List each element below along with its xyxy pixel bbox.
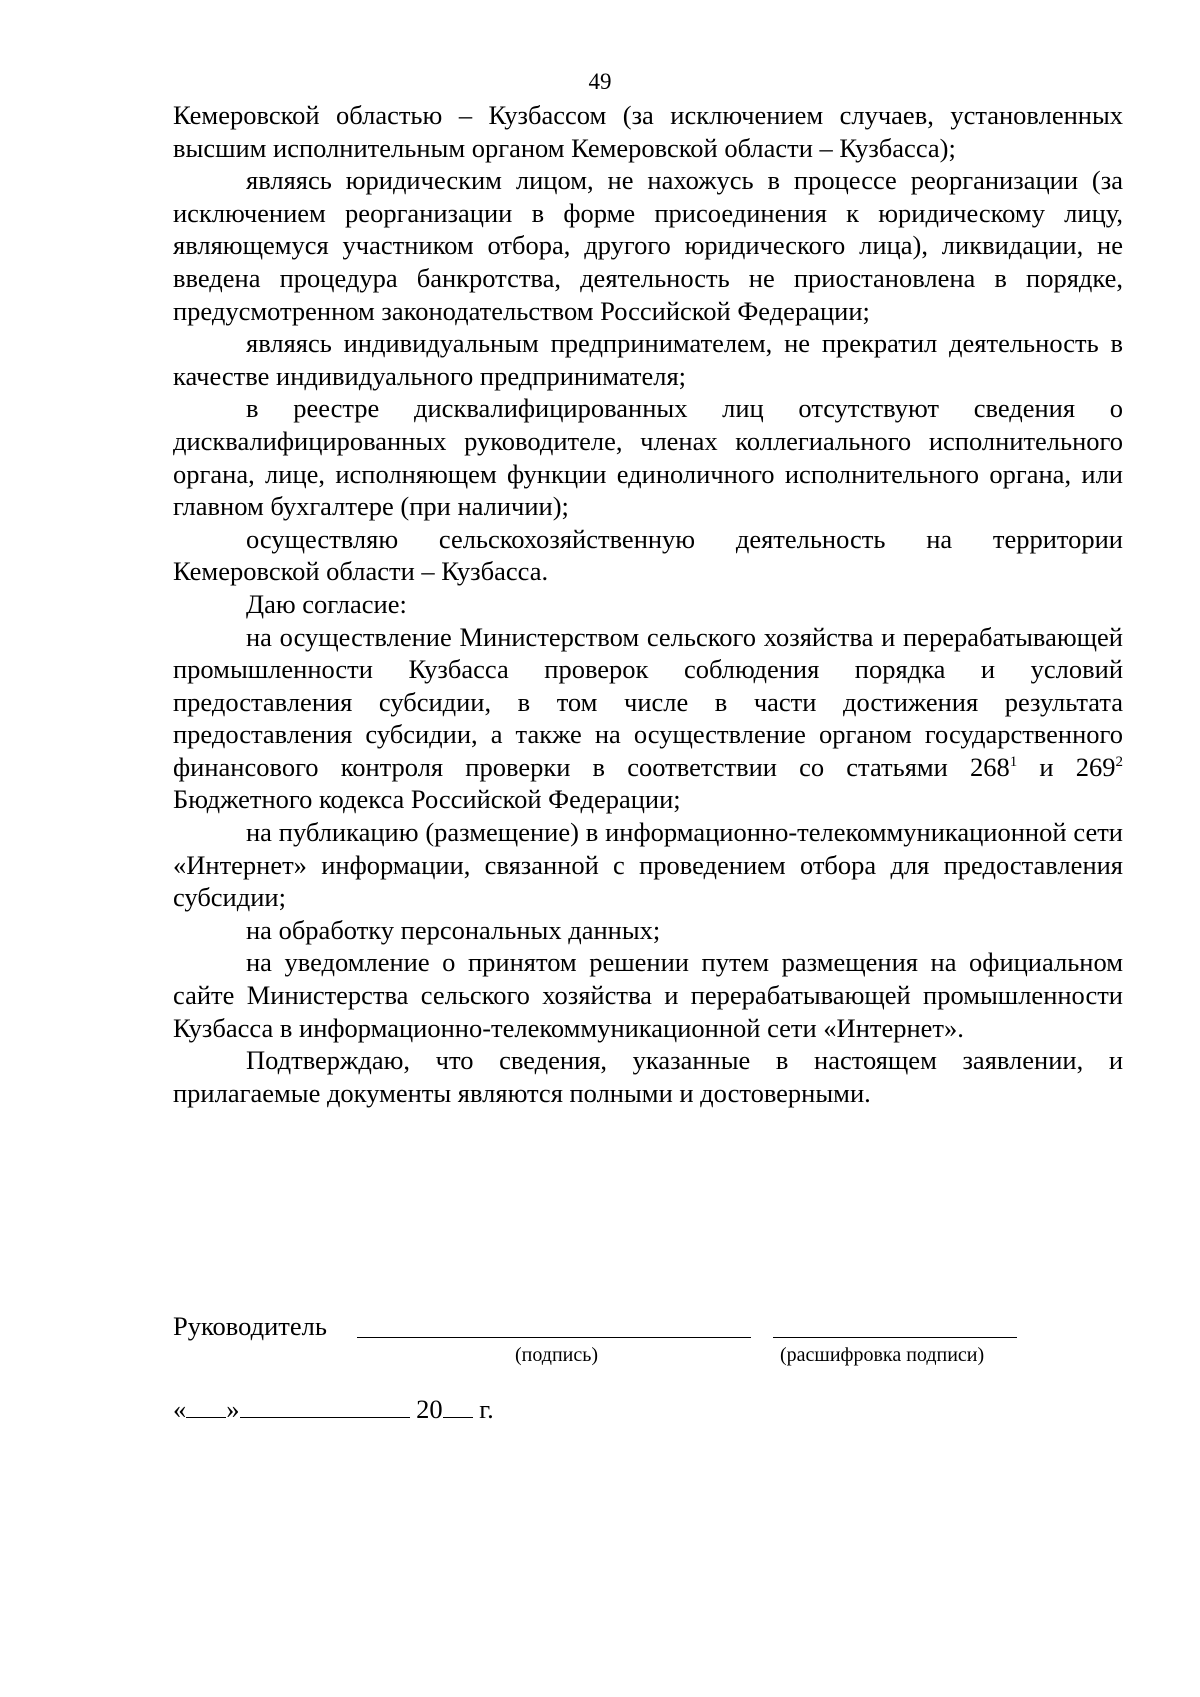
- date-year-prefix: 20: [416, 1394, 443, 1424]
- paragraph-consent-notification: на уведомление о принятом решении путем размещения на официальном сайте Министерства сельского хозяйства и перерабатывающей промышленности Кузбасса в информационно-телекоммуникационной сети «Интернет».: [173, 947, 1123, 1043]
- paragraph-consent-publication: на публикацию (размещение) в информационно-телекоммуникационной сети «Интернет» информации, связанной с проведением отбора для предоставления субсидии;: [173, 817, 1123, 913]
- date-year-suffix: г.: [479, 1394, 494, 1424]
- paragraph-entrepreneur: являясь индивидуальным предпринимателем, не прекратил деятельность в качестве индивидуального предпринимателя;: [173, 328, 1123, 391]
- date-line: [173, 1393, 494, 1425]
- signature-decoding-caption: (расшифровка подписи): [780, 1344, 985, 1366]
- paragraph-confirmation: Подтверждаю, что сведения, указанные в настоящем заявлении, и прилагаемые документы являются полными и достоверными.: [173, 1045, 1123, 1108]
- date-month-blank[interactable]: [240, 1393, 410, 1418]
- consent-text-after: Бюджетного кодекса Российской Федерации;: [173, 784, 681, 815]
- superscript-2: 2: [1115, 754, 1124, 771]
- signature-decoding-line[interactable]: [773, 1337, 1017, 1338]
- document-body: [173, 99, 1123, 1109]
- paragraph-consent-personal-data: на обработку персональных данных;: [246, 914, 661, 945]
- consent-text-before: на осуществление Министерством сельского хозяйства и перерабатывающей промышленности Кузбасса проверок соблюдения порядка и условий предоставления субсидии, в том числе в части достижения результата предоставления субсидии, а также на осуществление органом государственного финансового контроля проверки в соответствии со статьями 268: [173, 621, 1123, 782]
- paragraph-legal-entity: являясь юридическим лицом, не нахожусь в процессе реорганизации (за исключением реорганизации в форме присоединения к юридическому лицу, являющемуся участником отбора, другого юридического лица), ликвидации, не введена процедура банкротства, деятельность не приостановлена в порядке, предусмотренном законодательством Российской Федерации;: [173, 165, 1123, 326]
- signature-line[interactable]: [357, 1337, 751, 1338]
- date-year-blank[interactable]: [443, 1393, 473, 1418]
- date-day-blank[interactable]: [186, 1393, 226, 1418]
- date-close-quote: »: [226, 1394, 240, 1424]
- paragraph-consent-inspection: [173, 621, 1123, 817]
- page-number: 49: [588, 69, 612, 94]
- consent-text-mid: и 269: [1017, 751, 1116, 782]
- superscript-1: 1: [1009, 754, 1018, 771]
- signature-label: Руководитель: [173, 1311, 327, 1341]
- signature-caption: (подпись): [515, 1344, 599, 1366]
- paragraph-agricultural-activity: осуществляю сельскохозяйственную деятельность на территории Кемеровской области – Кузбасса.: [173, 523, 1123, 587]
- paragraph-disqualified-registry: в реестре дисквалифицированных лиц отсутствуют сведения о дисквалифицированных руководителе, членах коллегиального исполнительного органа, лице, исполняющем функции единоличного исполнительного органа, или главном бухгалтере (при наличии);: [173, 393, 1123, 522]
- paragraph-consent-heading: Даю согласие:: [246, 588, 407, 619]
- date-open-quote: «: [173, 1394, 187, 1424]
- paragraph-continuation: Кемеровской областью – Кузбассом (за исключением случаев, установленных высшим исполнительным органом Кемеровской области – Кузбасса);: [173, 100, 1123, 163]
